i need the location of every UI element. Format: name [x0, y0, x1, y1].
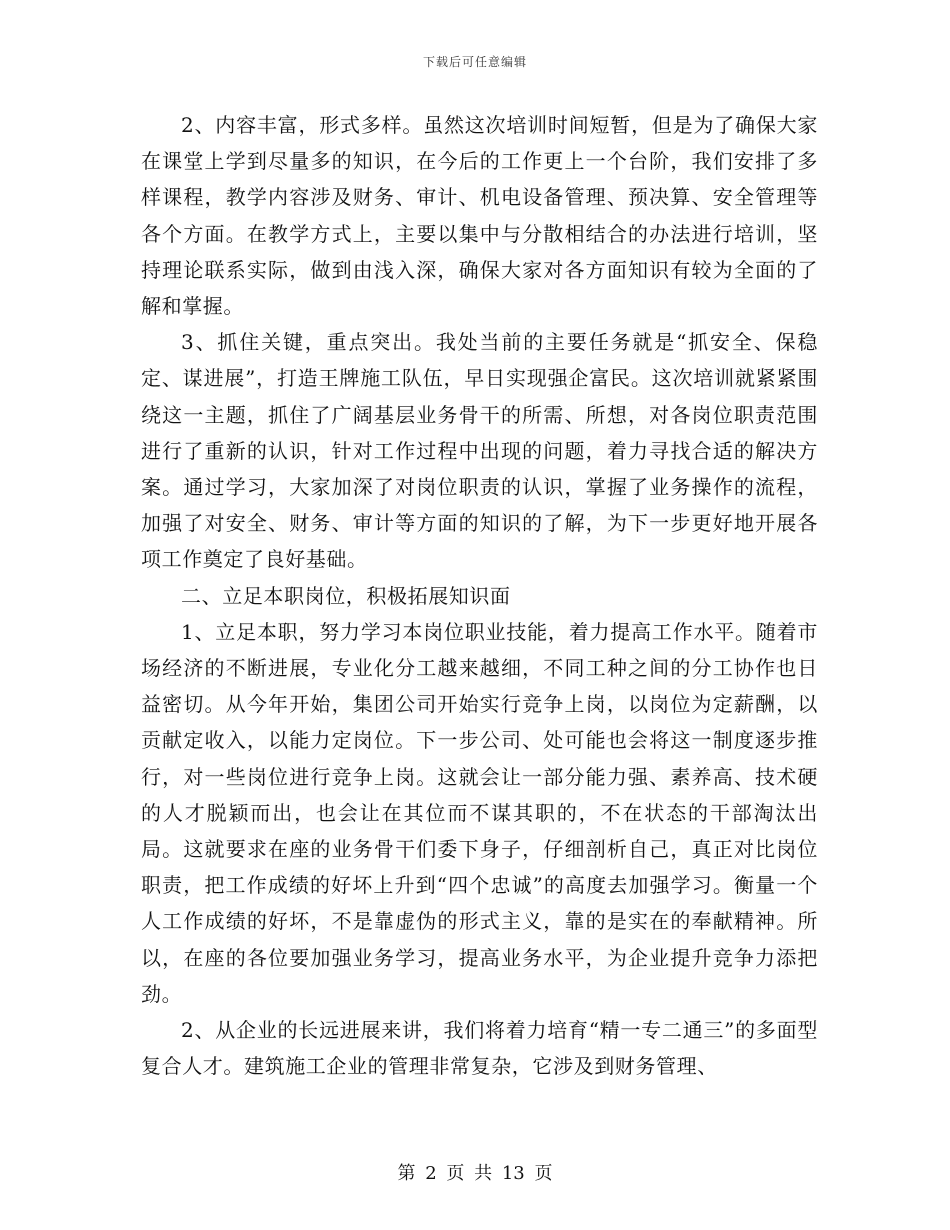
- page-header: 下载后可任意编辑: [422, 55, 527, 69]
- paragraph-long-term: 2、从企业的长远进展来讲，我们将着力培育“精一专二通三”的多面型复合人才。建筑施工企业的管理非常复杂，它涉及到财务管理、: [141, 1018, 818, 1079]
- page-number: 第 2 页 共 13 页: [397, 1163, 553, 1184]
- paragraph-key-focus: 3、抓住关键，重点突出。我处当前的主要任务就是“抓安全、保稳定、谋进展”，打造王牌施工队伍，早日实现强企富民。这次培训就紧紧围绕这一主题，抓住了广阔基层业务骨干的所需、所想，对各岗位职责范围进行了重新的认识，针对工作过程中出现的问题，着力寻找合适的解决方案。通过学习，大家加深了对岗位职责的认识，掌握了业务操作的流程，加强了对安全、财务、审计等方面的知识的了解，为下一步更好地开展各项工作奠定了良好基础。: [141, 330, 818, 572]
- section-heading: 二、立足本职岗位，积极拓展知识面: [181, 583, 511, 608]
- paragraph-job-skills: 1、立足本职，努力学习本岗位职业技能，着力提高工作水平。随着市场经济的不断进展，专业化分工越来越细，不同工种之间的分工协作也日益密切。从今年开始，集团公司开始实行竞争上岗，以岗位为定薪酬，以贡献定收入，以能力定岗位。下一步公司、处可能也会将这一制度逐步推行，对一些岗位进行竞争上岗。这就会让一部分能力强、素养高、技术硬的人才脱颖而出，也会让在其位而不谋其职的，不在状态的干部淘汰出局。这就要求在座的业务骨干们委下身子，仔细剖析自己，真正对比岗位职责，把工作成绩的好坏上升到“四个忠诚”的高度去加强学习。衡量一个人工作成绩的好坏，不是靠虚伪的形式主义，靠的是实在的奉献精神。所以，在座的各位要加强业务学习，提高业务水平，为企业提升竞争力添把劲。: [141, 619, 818, 1006]
- document-body: [141, 107, 818, 1084]
- paragraph-content-rich: 2、内容丰富，形式多样。虽然这次培训时间短暂，但是为了确保大家在课堂上学到尽量多的知识，在今后的工作更上一个台阶，我们安排了多样课程，教学内容涉及财务、审计、机电设备管理、预决算、安全管理等各个方面。在教学方式上，主要以集中与分散相结合的办法进行培训，坚持理论联系实际，做到由浅入深，确保大家对各方面知识有较为全面的了解和掌握。: [141, 113, 818, 319]
